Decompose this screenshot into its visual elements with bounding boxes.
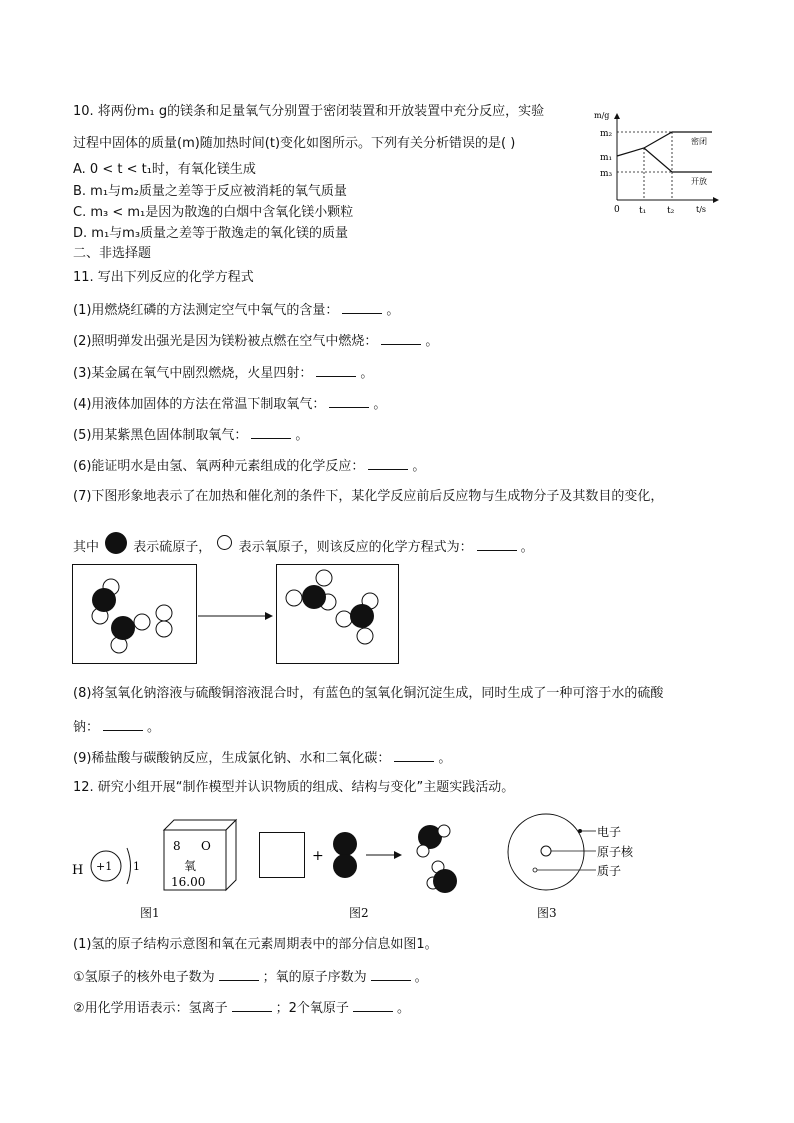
tick-t2: t₂: [667, 206, 675, 216]
q11-part7-post: 表示氧原子，则该反应的化学方程式为：: [238, 540, 473, 555]
oxygen-atom: [357, 628, 373, 644]
nucleus-circle: [541, 846, 551, 856]
oxygen-atom-icon: [217, 535, 232, 550]
answer-blank[interactable]: [232, 999, 272, 1012]
q10-option-d: D. m₁与m₃质量之差等于散逸走的氧化镁的质量: [73, 226, 349, 241]
proton-dot: [533, 868, 537, 872]
q11-part4: [73, 395, 386, 413]
empty-model-box: [260, 833, 305, 878]
figure1-caption: 图1: [140, 906, 160, 920]
q12-title: 12. 研究小组开展“制作模型并认识物质的组成、结构与变化”主题实践活动。: [73, 780, 515, 795]
tick-origin: 0: [614, 205, 620, 215]
q10-option-a: A. 0 < t < t₁时，有氧化镁生成: [73, 162, 256, 177]
reactants-box: [73, 565, 197, 664]
hydrogen-model-ball: [438, 825, 450, 837]
figure3-atom-structure: [506, 810, 676, 900]
oxygen-atom: [156, 621, 172, 637]
q11-part8-line2: [73, 718, 160, 736]
q11-part9-text: (9)稀盐酸与碳酸钠反应，生成氯化钠、水和二氧化碳：: [73, 751, 391, 766]
sulfur-atom: [92, 588, 116, 612]
q11-part7-mid: 表示硫原子，: [133, 540, 212, 555]
q11-part1-text: (1)用燃烧红磷的方法测定空气中氧气的含量：: [73, 303, 339, 318]
answer-blank[interactable]: [316, 364, 356, 377]
element-name: 氧: [184, 859, 197, 873]
atomic-mass: 16.00: [171, 875, 206, 889]
q11-part8-line1: (8)将氢氧化钠溶液与硫酸铜溶液混合时，有蓝色的氢氧化铜沉淀生成，同时生成了一种可溶于水的硫酸: [73, 686, 664, 701]
sulfur-atom: [302, 585, 326, 609]
oxygen-atom: [336, 611, 352, 627]
period: 。: [295, 428, 309, 443]
mass-time-graph: [592, 108, 722, 218]
q12-sub2-mid: ；2个氧原子: [275, 1001, 349, 1016]
oxygen-model-ball: [333, 832, 357, 856]
q12-sub1-mid: ；氧的原子序数为: [262, 970, 367, 985]
q12-sub1-pre: ①氢原子的核外电子数为: [73, 970, 215, 985]
reaction-arrowhead: [265, 612, 273, 620]
plus-sign: +: [312, 848, 324, 864]
q10-line2: 过程中固体的质量(m)随加热时间(t)变化如图所示。下列有关分析错误的是( ): [73, 136, 516, 151]
q10-option-c: C. m₃ < m₁是因为散逸的白烟中含氧化镁小颗粒: [73, 205, 354, 220]
q11-part2-text: (2)照明弹发出强光是因为镁粉被点燃在空气中燃烧：: [73, 334, 378, 349]
electron-count: 1: [133, 860, 140, 873]
label-closed: 密闭: [691, 137, 707, 146]
oxygen-model-ball: [433, 869, 457, 893]
cube-top: [164, 820, 236, 830]
sulfur-atom: [111, 616, 135, 640]
y-axis-label: m/g: [594, 111, 610, 120]
answer-blank[interactable]: [219, 968, 259, 981]
period: 。: [414, 970, 428, 985]
label-nucleus: 原子核: [597, 845, 634, 859]
q12-part1: (1)氢的原子结构示意图和氧在元素周期表中的部分信息如图1。: [73, 937, 438, 952]
open-curve: [644, 148, 712, 172]
oxygen-atom: [286, 590, 302, 606]
q11-part3: [73, 364, 373, 382]
q12-sub2-pre: ②用化学用语表示：氢离子: [73, 1001, 228, 1016]
q10-line1: 10. 将两份m₁ g的镁条和足量氧气分别置于密闭装置和开放装置中充分反应，实验: [73, 104, 545, 119]
figure2-caption: 图2: [349, 906, 369, 920]
q11-part6: [73, 457, 425, 475]
answer-blank[interactable]: [342, 301, 382, 314]
electron-shell: [127, 848, 131, 884]
period: 。: [396, 1001, 410, 1016]
q11-part7-line1: (7)下图形象地表示了在加热和催化剂的条件下，某化学反应前后反应物与生成物分子及其数目的变化，: [73, 489, 664, 504]
label-open: 开放: [691, 177, 707, 186]
figure1-hydrogen-and-oxygen: [70, 818, 240, 906]
atomic-number: 8: [173, 839, 181, 853]
q11-part5: [73, 426, 308, 444]
answer-blank[interactable]: [329, 395, 369, 408]
q11-title: 11. 写出下列反应的化学方程式: [73, 270, 254, 285]
label-proton: 质子: [597, 864, 622, 878]
q11-part7-line2: [73, 532, 534, 556]
tick-m3: m₃: [600, 169, 613, 179]
hydrogen-model-ball: [417, 845, 429, 857]
period: 。: [386, 303, 400, 318]
reaction-molecule-diagram: [72, 564, 402, 666]
period: 。: [520, 540, 534, 555]
q12-sub2: [73, 999, 410, 1017]
tick-m2: m₂: [600, 129, 613, 139]
q11-part5-text: (5)用某紫黑色固体制取氧气：: [73, 428, 248, 443]
answer-blank[interactable]: [381, 332, 421, 345]
cube-side: [226, 820, 236, 890]
hydrogen-symbol: H: [72, 863, 84, 878]
figure3-caption: 图3: [537, 906, 557, 920]
tick-t1: t₁: [639, 206, 647, 216]
oxygen-atom: [134, 614, 150, 630]
q11-part7-pre: 其中: [73, 540, 100, 555]
x-axis-label: t/s: [696, 205, 707, 214]
figure2-molecule-model: [258, 822, 468, 904]
oxygen-atom: [156, 605, 172, 621]
q11-part8-text: 钠：: [73, 720, 100, 735]
element-symbol: O: [201, 839, 211, 853]
sulfur-atom: [350, 604, 374, 628]
q11-part1: [73, 301, 399, 319]
answer-blank[interactable]: [368, 457, 408, 470]
answer-blank[interactable]: [251, 426, 291, 439]
q10-option-b: B. m₁与m₂质量之差等于反应被消耗的氧气质量: [73, 184, 347, 199]
period: 。: [373, 397, 387, 412]
q11-part9: [73, 749, 451, 767]
q12-sub1: [73, 968, 428, 986]
q11-part6-text: (6)能证明水是由氢、氧两种元素组成的化学反应：: [73, 459, 365, 474]
label-electron: 电子: [597, 825, 622, 839]
arrow-head: [394, 851, 402, 859]
answer-blank[interactable]: [103, 718, 143, 731]
q11-part2: [73, 332, 438, 350]
period: 。: [425, 334, 439, 349]
period: 。: [412, 459, 426, 474]
answer-blank[interactable]: [353, 999, 393, 1012]
oxygen-atom: [316, 570, 332, 586]
answer-blank[interactable]: [371, 968, 411, 981]
period: 。: [438, 751, 452, 766]
answer-blank[interactable]: [477, 538, 517, 551]
section-heading: 二、非选择题: [73, 246, 152, 261]
oxygen-model-ball: [333, 854, 357, 878]
q11-part4-text: (4)用液体加固体的方法在常温下制取氧气：: [73, 397, 326, 412]
nucleus-charge: +1: [96, 860, 113, 873]
period: 。: [147, 720, 161, 735]
answer-blank[interactable]: [394, 749, 434, 762]
tick-m1: m₁: [600, 153, 613, 163]
sulfur-atom-icon: [105, 532, 127, 554]
q11-part3-text: (3)某金属在氧气中剧烈燃烧，火星四射：: [73, 366, 313, 381]
period: 。: [360, 366, 374, 381]
